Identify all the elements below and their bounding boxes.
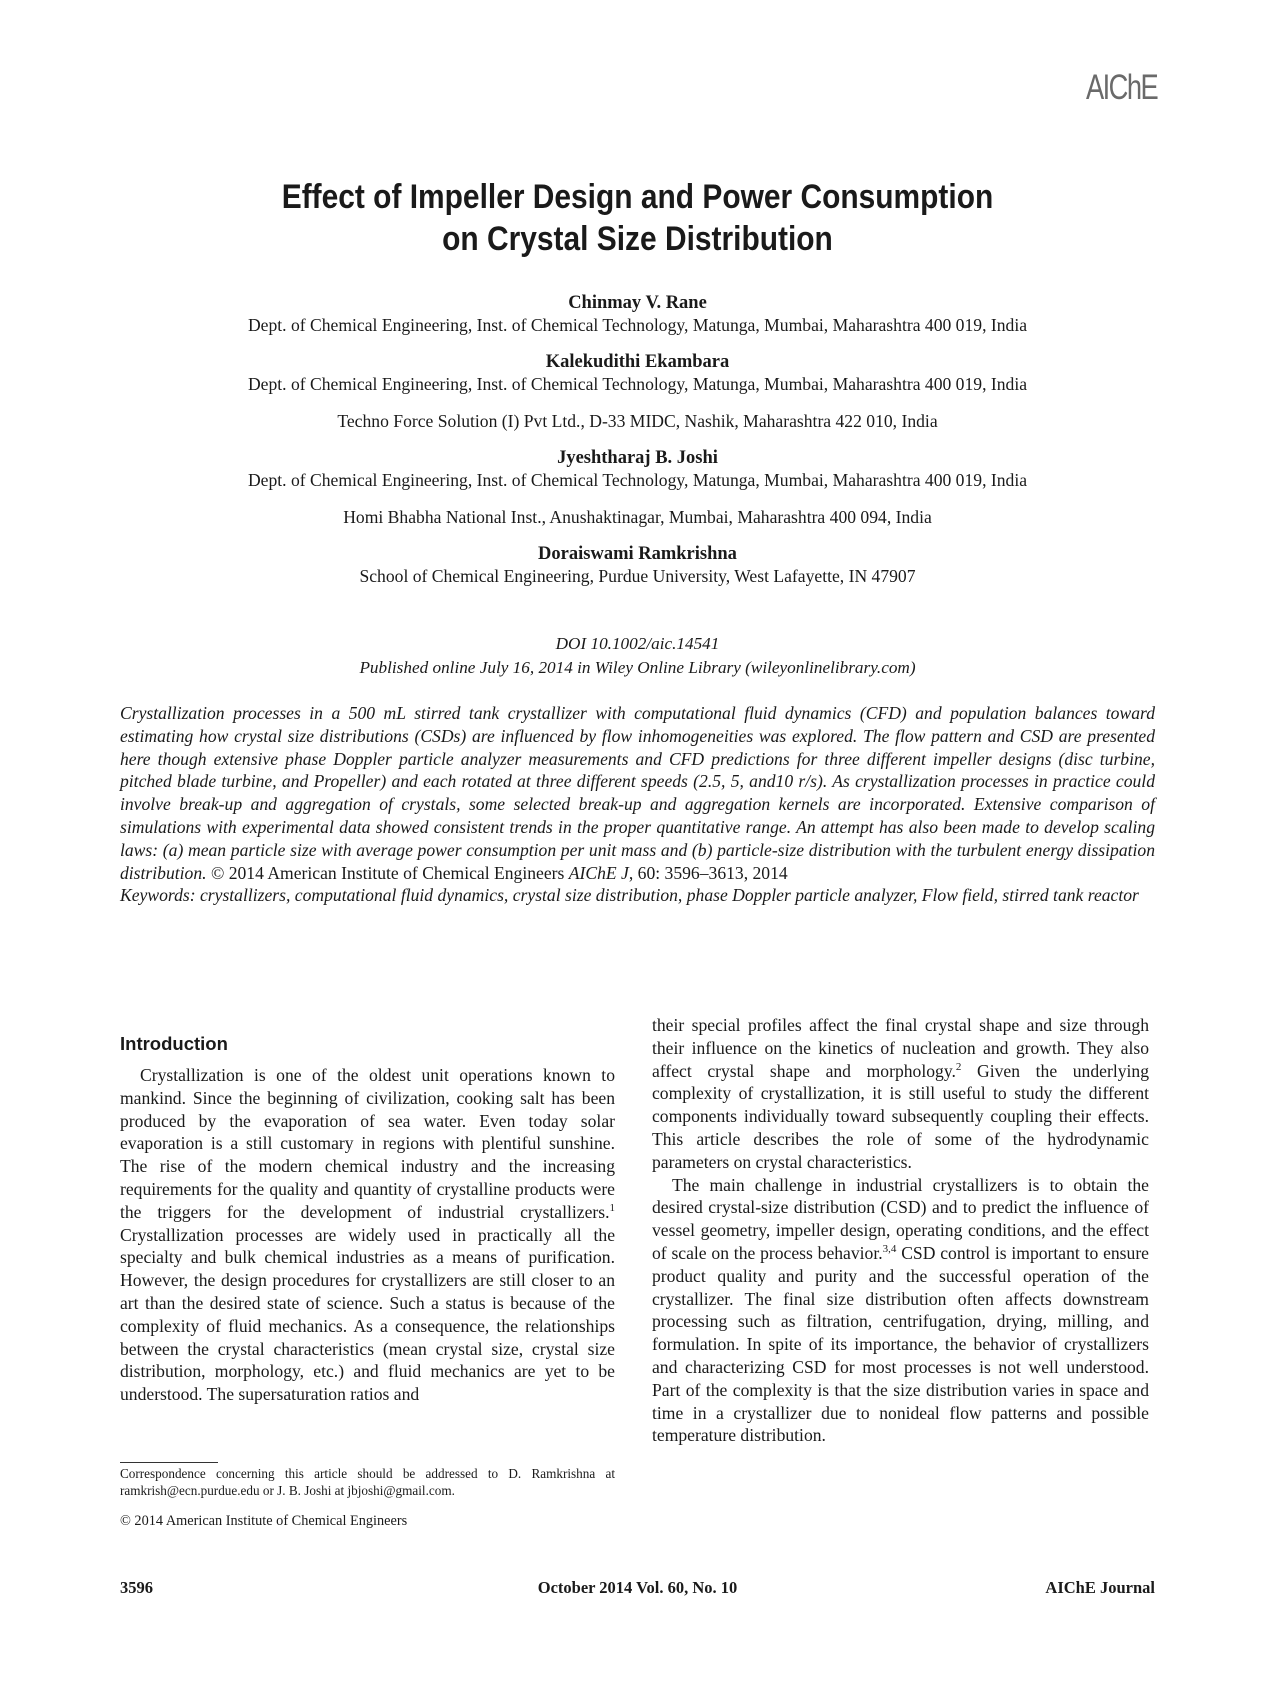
author-affiliation: Dept. of Chemical Engineering, Inst. of Chemical Technology, Matunga, Mumbai, Maharashtra 400 019, India <box>247 315 1028 335</box>
paragraph-text: Given the underlying complexity of crystallization, it is still useful to study the different components individually toward subsequently coupling their effects. This article describes the role of some of the hydrodynamic parameters on crystal characteristics. <box>652 1060 1149 1172</box>
author-affiliation: Techno Force Solution (I) Pvt Ltd., D-33 MIDC, Nashik, Maharashtra 422 010, India <box>337 411 938 431</box>
paragraph-text: their special profiles affect the final crystal shape and size through their influence on the kinetics of nucleation and growth. They also affect crystal shape and morphology. <box>652 1015 1149 1081</box>
abstract-copyright: © 2014 American Institute of Chemical Engineers <box>210 862 569 883</box>
left-column <box>120 1030 615 1406</box>
citation: , 60: 3596–3613, 2014 <box>628 862 788 883</box>
author-affiliation: School of Chemical Engineering, Purdue University, West Lafayette, IN 47907 <box>359 566 916 586</box>
article-title <box>120 176 1155 260</box>
correspondence-footnote: Correspondence concerning this article should be addressed to D. Ramkrishna at ramkrish@ecn.purdue.edu or J. B. Joshi at jbjoshi@gmail.com. <box>120 1466 615 1498</box>
title-line-2: on Crystal Size Distribution <box>442 220 833 258</box>
issue-info: October 2014 Vol. 60, No. 10 <box>537 1578 738 1597</box>
title-line-1: Effect of Impeller Design and Power Consumption <box>281 178 994 216</box>
paragraph-text: CSD control is important to ensure product quality and purity and the successful operation of the crystallizer. The final size distribution often affects downstream processing such as filtration, centrifugation, drying, milling, and formulation. In spite of its importance, the behavior of crystallizers and characterizing CSD for most processes is not well understood. Part of the complexity is that the size distribution varies in space and time in a crystallizer due to nonideal flow patterns and possible temperature distribution. <box>652 1242 1149 1446</box>
author-affiliation: Dept. of Chemical Engineering, Inst. of Chemical Technology, Matunga, Mumbai, Maharashtra 400 019, India <box>247 470 1028 490</box>
paragraph <box>652 1014 1149 1174</box>
paragraph-text: Crystallization processes are widely used in practically all the specialty and bulk chemical industries as a means of purification. However, the design procedures for crystallizers are still closer to an art than the desired state of science. Such a status is because of the complexity of fluid mechanics. As a consequence, the relationships between the crystal characteristics (mean crystal size, crystal size distribution, morphology, etc.) and fluid mechanics are yet to be understood. The supersaturation ratios and <box>120 1224 615 1405</box>
page-number: 3596 <box>120 1578 153 1597</box>
author-affiliation: Homi Bhabha National Inst., Anushaktinagar, Mumbai, Maharashtra 400 094, India <box>343 507 932 527</box>
journal-name: AIChE Journal <box>1045 1578 1155 1597</box>
paragraph <box>120 1064 615 1406</box>
author-name: Chinmay V. Rane <box>568 293 707 313</box>
footnote-divider <box>120 1462 218 1463</box>
reference-superscript[interactable]: 1 <box>609 1201 615 1214</box>
journal-abbrev: AIChE J <box>568 862 629 883</box>
journal-logo: AIChE <box>1086 68 1158 107</box>
author-name: Doraiswami Ramkrishna <box>538 544 737 564</box>
paragraph-text: The main challenge in industrial crystallizers is to obtain the desired crystal-size distribution (CSD) and to predict the influence of vessel geometry, impeller design, operating conditions, and the effect of scale on the process behavior. <box>652 1174 1149 1263</box>
author-block <box>120 292 1155 587</box>
paragraph <box>652 1174 1149 1448</box>
reference-superscript[interactable]: 2 <box>955 1060 962 1073</box>
reference-superscript[interactable]: 3,4 <box>882 1243 897 1256</box>
author-name: Jyeshtharaj B. Joshi <box>557 448 718 468</box>
author-affiliation: Dept. of Chemical Engineering, Inst. of Chemical Technology, Matunga, Mumbai, Maharashtra 400 019, India <box>247 374 1028 394</box>
publication-info <box>120 632 1155 680</box>
right-column <box>652 1015 1149 1447</box>
abstract <box>120 702 1155 907</box>
abstract-body: Crystallization processes in a 500 mL stirred tank crystallizer with computational fluid dynamics (CFD) and population balances toward estimating how crystal size distributions (CSDs) are influenced by flow inhomogeneities was explored. The flow pattern and CSD are presented here though extensive phase Doppler particle analyzer measurements and CFD predictions for three different impeller designs (disc turbine, pitched blade turbine, and Propeller) and each rotated at three different speeds (2.5, 5, and10 r/s). As crystallization processes in practice could involve break-up and aggregation of crystals, some selected break-up and aggregation kernels are incorporated. Extensive comparison of simulations with experimental data showed consistent trends in the proper quantitative range. An attempt has also been made to develop scaling laws: (a) mean particle size with average power consumption per unit mass and (b) particle-size distribution with the turbulent energy dissipation distribution. <box>120 703 1155 883</box>
section-heading: Introduction <box>120 1033 228 1054</box>
published-online: Published online July 16, 2014 in Wiley Online Library (wileyonlinelibrary.com) <box>359 658 916 677</box>
author-name: Kalekudithi Ekambara <box>545 352 730 372</box>
doi: DOI 10.1002/aic.14541 <box>555 634 720 653</box>
paragraph-text: Crystallization is one of the oldest unit operations known to mankind. Since the beginning of civilization, cooking salt has been produced by the evaporation of sea water. Even today solar evaporation is a still customary in regions with plentiful sunshine. The rise of the modern chemical industry and the increasing requirements for the quality and quantity of crystalline products were the triggers for the development of industrial crystallizers. <box>120 1065 615 1222</box>
abstract-text <box>120 702 1155 884</box>
copyright-notice: © 2014 American Institute of Chemical Engineers <box>120 1513 408 1529</box>
keywords: Keywords: crystallizers, computational fluid dynamics, crystal size distribution, phase Doppler particle analyzer, Flow field, stirred tank reactor <box>120 885 1139 906</box>
